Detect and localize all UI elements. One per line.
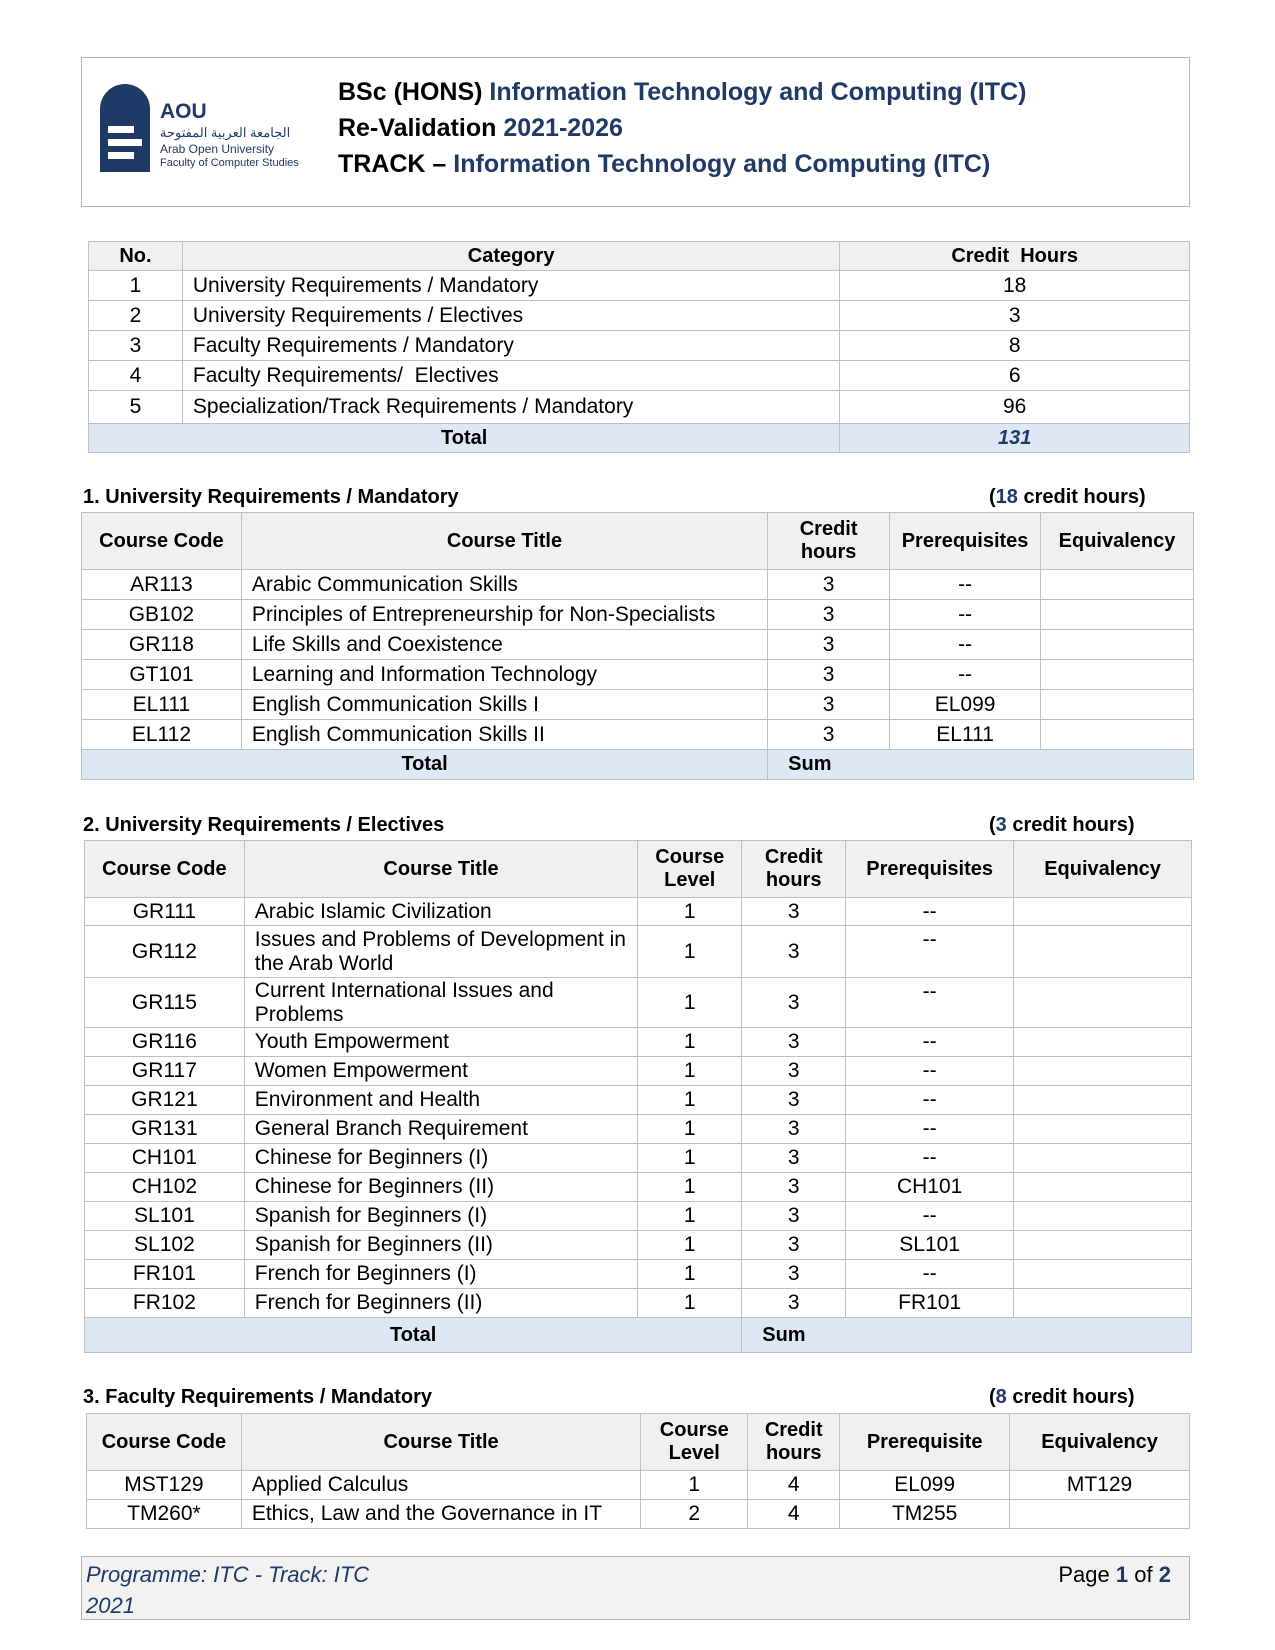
course-code: GT101 bbox=[82, 660, 242, 690]
prerequisites: -- bbox=[890, 660, 1041, 690]
course-title: English Communication Skills I bbox=[241, 690, 767, 720]
row-category: Faculty Requirements / Mandatory bbox=[182, 331, 839, 361]
course-code: TM260* bbox=[87, 1500, 242, 1529]
table-row bbox=[85, 1115, 1192, 1144]
prerequisite: TM255 bbox=[840, 1500, 1010, 1529]
credit-hours: 3 bbox=[742, 898, 846, 926]
equivalency bbox=[1014, 1260, 1192, 1289]
course-code: FR101 bbox=[85, 1260, 245, 1289]
header-equivalency: Equivalency bbox=[1014, 841, 1192, 898]
course-level: 1 bbox=[638, 1115, 742, 1144]
course-code: GR111 bbox=[85, 898, 245, 926]
footer-programme-text: Programme: ITC - Track: ITC bbox=[86, 1562, 370, 1587]
total-value: Sum bbox=[768, 750, 1194, 780]
section-3-table bbox=[86, 1413, 1190, 1529]
header-credit-hours: Credit hours bbox=[748, 1414, 840, 1471]
row-hours: 96 bbox=[840, 391, 1190, 424]
equivalency bbox=[1014, 1289, 1192, 1318]
section-3-credit: (8 credit hours) bbox=[989, 1386, 1135, 1408]
header-prerequisite: Prerequisite bbox=[840, 1414, 1010, 1471]
prerequisites: EL111 bbox=[890, 720, 1041, 750]
prerequisites: -- bbox=[890, 570, 1041, 600]
credit-hours: 3 bbox=[742, 978, 846, 1028]
credit-hours: 3 bbox=[768, 570, 890, 600]
course-code: EL111 bbox=[82, 690, 242, 720]
credit-hours: 3 bbox=[768, 690, 890, 720]
credit-hours: 3 bbox=[742, 1115, 846, 1144]
total-label: Total bbox=[89, 424, 840, 453]
credit-hours: 3 bbox=[742, 1144, 846, 1173]
course-code: GR115 bbox=[85, 978, 245, 1028]
equivalency bbox=[1014, 1057, 1192, 1086]
table-row bbox=[85, 1086, 1192, 1115]
header-prerequisites: Prerequisites bbox=[890, 513, 1041, 570]
document-title bbox=[338, 74, 1026, 182]
total-row bbox=[85, 1318, 1192, 1353]
course-title: French for Beginners (II) bbox=[244, 1289, 637, 1318]
equivalency: MT129 bbox=[1010, 1471, 1190, 1500]
title-main-1: Information Technology and Computing (ITC) bbox=[489, 78, 1027, 106]
equivalency bbox=[1014, 1028, 1192, 1057]
table-row bbox=[82, 720, 1194, 750]
table-row bbox=[89, 331, 1190, 361]
prerequisites: -- bbox=[890, 600, 1041, 630]
total-row bbox=[82, 750, 1194, 780]
equivalency bbox=[1014, 1202, 1192, 1231]
course-code: AR113 bbox=[82, 570, 242, 600]
course-code: MST129 bbox=[87, 1471, 242, 1500]
course-title: Spanish for Beginners (II) bbox=[244, 1231, 637, 1260]
prerequisites: -- bbox=[846, 1260, 1014, 1289]
footer-year: 2021 bbox=[86, 1593, 135, 1618]
course-code: GR112 bbox=[85, 926, 245, 978]
credit-hours: 3 bbox=[742, 1231, 846, 1260]
course-title: General Branch Requirement bbox=[244, 1115, 637, 1144]
course-level: 1 bbox=[638, 1173, 742, 1202]
header-course-code: Course Code bbox=[87, 1414, 242, 1471]
table-row bbox=[85, 1028, 1192, 1057]
title-prefix-3: TRACK – bbox=[338, 150, 447, 178]
total-value: 131 bbox=[840, 424, 1190, 453]
prerequisites: -- bbox=[890, 630, 1041, 660]
title-prefix-2: Re-Validation bbox=[338, 114, 497, 142]
total-row bbox=[89, 424, 1190, 453]
row-no: 4 bbox=[89, 361, 183, 391]
table-row bbox=[82, 600, 1194, 630]
course-level: 1 bbox=[638, 1086, 742, 1115]
header-course-code: Course Code bbox=[85, 841, 245, 898]
course-level: 1 bbox=[638, 926, 742, 978]
title-prefix-1: BSc (HONS) bbox=[338, 78, 483, 106]
table-row bbox=[85, 1289, 1192, 1318]
prerequisites: -- bbox=[846, 1086, 1014, 1115]
header-credit-hours: Credit hours bbox=[768, 513, 890, 570]
row-no: 1 bbox=[89, 271, 183, 301]
credit-hours: 3 bbox=[742, 1173, 846, 1202]
course-code: GR131 bbox=[85, 1115, 245, 1144]
prerequisites: -- bbox=[846, 1115, 1014, 1144]
header-category: Category bbox=[182, 242, 839, 271]
header-no: No. bbox=[89, 242, 183, 271]
course-title: Ethics, Law and the Governance in IT bbox=[241, 1500, 640, 1529]
header-credit-hours: Credit Hours bbox=[840, 242, 1190, 271]
equivalency bbox=[1041, 660, 1194, 690]
table-row bbox=[89, 391, 1190, 424]
course-code: SL102 bbox=[85, 1231, 245, 1260]
page-number: Page 1 of 2 bbox=[1058, 1562, 1171, 1587]
course-code: CH101 bbox=[85, 1144, 245, 1173]
footer-programme bbox=[86, 1559, 369, 1621]
equivalency bbox=[1041, 720, 1194, 750]
table-row bbox=[85, 1144, 1192, 1173]
logo-faculty: Faculty of Computer Studies bbox=[160, 157, 299, 169]
equivalency bbox=[1010, 1500, 1190, 1529]
table-row bbox=[85, 1057, 1192, 1086]
course-code: SL101 bbox=[85, 1202, 245, 1231]
credit-hours: 3 bbox=[742, 1289, 846, 1318]
page-footer bbox=[81, 1556, 1190, 1620]
table-row bbox=[82, 690, 1194, 720]
section-1-table bbox=[81, 512, 1194, 780]
course-title: Arabic Communication Skills bbox=[241, 570, 767, 600]
section-2-credit: (3 credit hours) bbox=[989, 814, 1135, 836]
equivalency bbox=[1014, 978, 1192, 1028]
table-row bbox=[89, 271, 1190, 301]
course-level: 1 bbox=[638, 898, 742, 926]
table-row bbox=[85, 898, 1192, 926]
header-course-code: Course Code bbox=[82, 513, 242, 570]
equivalency bbox=[1014, 1144, 1192, 1173]
logo-english: Arab Open University bbox=[160, 142, 275, 156]
total-label: Total bbox=[82, 750, 768, 780]
header-equivalency: Equivalency bbox=[1010, 1414, 1190, 1471]
prerequisite: EL099 bbox=[840, 1471, 1010, 1500]
header-prerequisites: Prerequisites bbox=[846, 841, 1014, 898]
section-1-title: 1. University Requirements / Mandatory bbox=[83, 486, 459, 508]
title-main-3: Information Technology and Computing (ITC) bbox=[453, 150, 991, 178]
table-row bbox=[85, 1260, 1192, 1289]
section-1-credit-num: 18 bbox=[995, 486, 1018, 508]
header-course-title: Course Title bbox=[241, 1414, 640, 1471]
table-row bbox=[82, 570, 1194, 600]
equivalency bbox=[1014, 898, 1192, 926]
row-category: Specialization/Track Requirements / Mandatory bbox=[182, 391, 839, 424]
course-title: Current International Issues and Problems bbox=[244, 978, 637, 1028]
title-main-2: 2021-2026 bbox=[503, 114, 623, 142]
course-code: GB102 bbox=[82, 600, 242, 630]
credit-hours: 3 bbox=[742, 1260, 846, 1289]
credit-hours: 3 bbox=[742, 1086, 846, 1115]
course-title: French for Beginners (I) bbox=[244, 1260, 637, 1289]
section-1-credit: (18 credit hours) bbox=[989, 486, 1146, 508]
prerequisites: -- bbox=[846, 1144, 1014, 1173]
table-row bbox=[85, 1202, 1192, 1231]
course-code: GR121 bbox=[85, 1086, 245, 1115]
table-row bbox=[87, 1471, 1190, 1500]
credit-hours: 3 bbox=[768, 600, 890, 630]
equivalency bbox=[1041, 630, 1194, 660]
credit-hours: 3 bbox=[768, 660, 890, 690]
prerequisites: FR101 bbox=[846, 1289, 1014, 1318]
course-title: Environment and Health bbox=[244, 1086, 637, 1115]
course-level: 1 bbox=[638, 1231, 742, 1260]
table-row bbox=[87, 1500, 1190, 1529]
course-code: CH102 bbox=[85, 1173, 245, 1202]
equivalency bbox=[1041, 600, 1194, 630]
course-level: 1 bbox=[638, 978, 742, 1028]
prerequisites: -- bbox=[846, 926, 1014, 978]
credit-hours: 4 bbox=[748, 1471, 840, 1500]
logo-arabic: الجامعة العربية المفتوحة bbox=[160, 125, 291, 140]
row-category: University Requirements / Mandatory bbox=[182, 271, 839, 301]
course-level: 1 bbox=[641, 1471, 748, 1500]
equivalency bbox=[1014, 926, 1192, 978]
logo-abbr: AOU bbox=[160, 100, 207, 123]
course-level: 1 bbox=[638, 1144, 742, 1173]
row-category: University Requirements / Electives bbox=[182, 301, 839, 331]
course-level: 1 bbox=[638, 1289, 742, 1318]
course-code: GR117 bbox=[85, 1057, 245, 1086]
table-row bbox=[85, 1173, 1192, 1202]
course-title: Principles of Entrepreneurship for Non-Specialists bbox=[241, 600, 767, 630]
row-hours: 3 bbox=[840, 301, 1190, 331]
table-row bbox=[89, 361, 1190, 391]
course-title: Life Skills and Coexistence bbox=[241, 630, 767, 660]
row-no: 3 bbox=[89, 331, 183, 361]
course-code: GR116 bbox=[85, 1028, 245, 1057]
prerequisites: CH101 bbox=[846, 1173, 1014, 1202]
course-level: 1 bbox=[638, 1260, 742, 1289]
credit-hours: 3 bbox=[742, 1057, 846, 1086]
row-no: 5 bbox=[89, 391, 183, 424]
section-3-title: 3. Faculty Requirements / Mandatory bbox=[83, 1386, 432, 1408]
prerequisites: -- bbox=[846, 978, 1014, 1028]
course-level: 1 bbox=[638, 1202, 742, 1231]
course-title: English Communication Skills II bbox=[241, 720, 767, 750]
total-label: Total bbox=[85, 1318, 742, 1353]
equivalency bbox=[1014, 1086, 1192, 1115]
course-level: 1 bbox=[638, 1028, 742, 1057]
section-2-table bbox=[84, 840, 1192, 1353]
header-course-level: Course Level bbox=[638, 841, 742, 898]
table-row bbox=[85, 1231, 1192, 1260]
course-title: Learning and Information Technology bbox=[241, 660, 767, 690]
course-code: FR102 bbox=[85, 1289, 245, 1318]
row-hours: 8 bbox=[840, 331, 1190, 361]
header-course-title: Course Title bbox=[241, 513, 767, 570]
equivalency bbox=[1041, 690, 1194, 720]
course-code: EL112 bbox=[82, 720, 242, 750]
credit-hours: 3 bbox=[768, 720, 890, 750]
course-title: Applied Calculus bbox=[241, 1471, 640, 1500]
row-no: 2 bbox=[89, 301, 183, 331]
prerequisites: -- bbox=[846, 1202, 1014, 1231]
table-row bbox=[85, 978, 1192, 1028]
aou-logo bbox=[100, 84, 325, 174]
course-title: Issues and Problems of Development in the Arab World bbox=[244, 926, 637, 978]
equivalency bbox=[1041, 570, 1194, 600]
prerequisites: EL099 bbox=[890, 690, 1041, 720]
prerequisites: SL101 bbox=[846, 1231, 1014, 1260]
section-2-credit-num: 3 bbox=[995, 814, 1007, 836]
row-hours: 6 bbox=[840, 361, 1190, 391]
header-credit-hours: Credit hours bbox=[742, 841, 846, 898]
header-equivalency: Equivalency bbox=[1041, 513, 1194, 570]
equivalency bbox=[1014, 1231, 1192, 1260]
section-2-title: 2. University Requirements / Electives bbox=[83, 814, 445, 836]
credit-hours: 3 bbox=[742, 926, 846, 978]
equivalency bbox=[1014, 1115, 1192, 1144]
summary-table bbox=[88, 241, 1190, 453]
table-row bbox=[85, 926, 1192, 978]
course-level: 2 bbox=[641, 1500, 748, 1529]
row-hours: 18 bbox=[840, 271, 1190, 301]
course-title: Chinese for Beginners (I) bbox=[244, 1144, 637, 1173]
table-row bbox=[82, 630, 1194, 660]
section-3-credit-num: 8 bbox=[995, 1386, 1007, 1408]
header-course-title: Course Title bbox=[244, 841, 637, 898]
course-title: Women Empowerment bbox=[244, 1057, 637, 1086]
course-title: Spanish for Beginners (I) bbox=[244, 1202, 637, 1231]
header-course-level: Course Level bbox=[641, 1414, 748, 1471]
course-code: GR118 bbox=[82, 630, 242, 660]
credit-hours: 4 bbox=[748, 1500, 840, 1529]
credit-hours: 3 bbox=[742, 1028, 846, 1057]
prerequisites: -- bbox=[846, 898, 1014, 926]
table-row bbox=[82, 660, 1194, 690]
equivalency bbox=[1014, 1173, 1192, 1202]
prerequisites: -- bbox=[846, 1028, 1014, 1057]
course-title: Arabic Islamic Civilization bbox=[244, 898, 637, 926]
course-title: Chinese for Beginners (II) bbox=[244, 1173, 637, 1202]
prerequisites: -- bbox=[846, 1057, 1014, 1086]
course-title: Youth Empowerment bbox=[244, 1028, 637, 1057]
course-level: 1 bbox=[638, 1057, 742, 1086]
credit-hours: 3 bbox=[768, 630, 890, 660]
credit-hours: 3 bbox=[742, 1202, 846, 1231]
table-row bbox=[89, 301, 1190, 331]
total-value: Sum bbox=[742, 1318, 1192, 1353]
row-category: Faculty Requirements/ Electives bbox=[182, 361, 839, 391]
